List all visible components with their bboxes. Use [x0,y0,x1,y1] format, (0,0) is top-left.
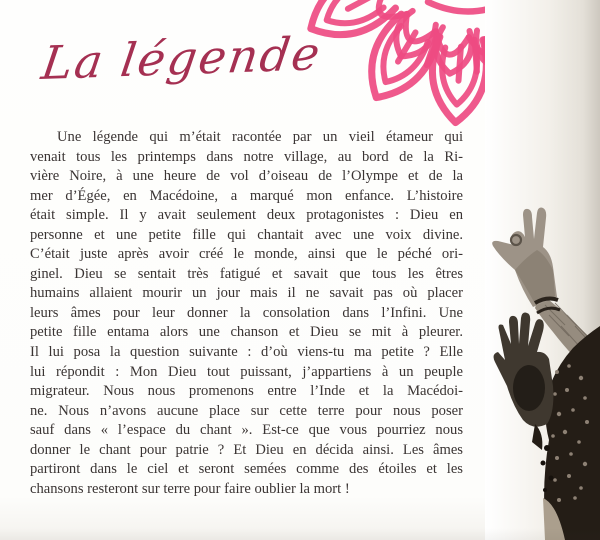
text-line: partiront dans le ciel et seront semées comme des étoiles et les [30,461,463,478]
text-line: lui répondit : Mon Dieu tout puissant, j’appartiens à un peuple [30,363,463,380]
page-bottom-shadow [0,528,600,540]
text-line: Il lui posa la question suivante : d’où viens-tu ma petite ? Elle [30,344,463,361]
text-line: leurs âmes pour leur donner la consolation dans l’Infini. Une [30,304,463,321]
lower-hand-palm-shadow [513,365,545,411]
text-line: chansons resteront sur terre pour faire oublier la mort ! [30,480,350,497]
text-line: était simple. Il y avait seulement deux protagonistes : Dieu en [30,207,463,224]
text-line: vière Noire, à une heure de vol d’oiseau de l’Olympe et de la [30,168,463,185]
legend-paragraph [30,128,463,499]
text-line: personne et une petite fille qui chantait avec une voix divine. [30,226,463,243]
text-line: sauf dans « l’espace du chant ». Est-ce que vous pourriez nous [30,422,463,439]
text-line: ne. Nous n’avons aucune place sur cette terre pour nous poser [30,402,463,419]
text-line: mer d’Égée, en Macédoine, a marqué mon enfance. L’histoire [30,187,463,204]
text-line: humains allaient mourir un jour mais il ne savait pas où placer [30,285,463,302]
text-line: donner le chant pour patrie ? Et Dieu en décida ainsi. Les âmes [30,441,463,458]
page-title: La légende [38,26,326,90]
dancer-hands-photo [485,0,600,540]
text-line: C’était juste après avoir créé le monde, ainsi que le péché ori- [30,246,463,263]
text-line: ginel. Dieu se sentait très fatigué et savait que tous les êtres [30,265,463,282]
text-line: migrateur. Nous nous promenons entre l’Inde et la Macédoi- [30,383,463,400]
text-line: Une légende qui m’était racontée par un vieil étameur qui [57,129,463,145]
text-line: venait tous les printemps dans notre village, au bord de la Ri- [30,148,463,165]
text-line: petite fille entama alors une chanson et Dieu se mit à pleurer. [30,324,463,341]
